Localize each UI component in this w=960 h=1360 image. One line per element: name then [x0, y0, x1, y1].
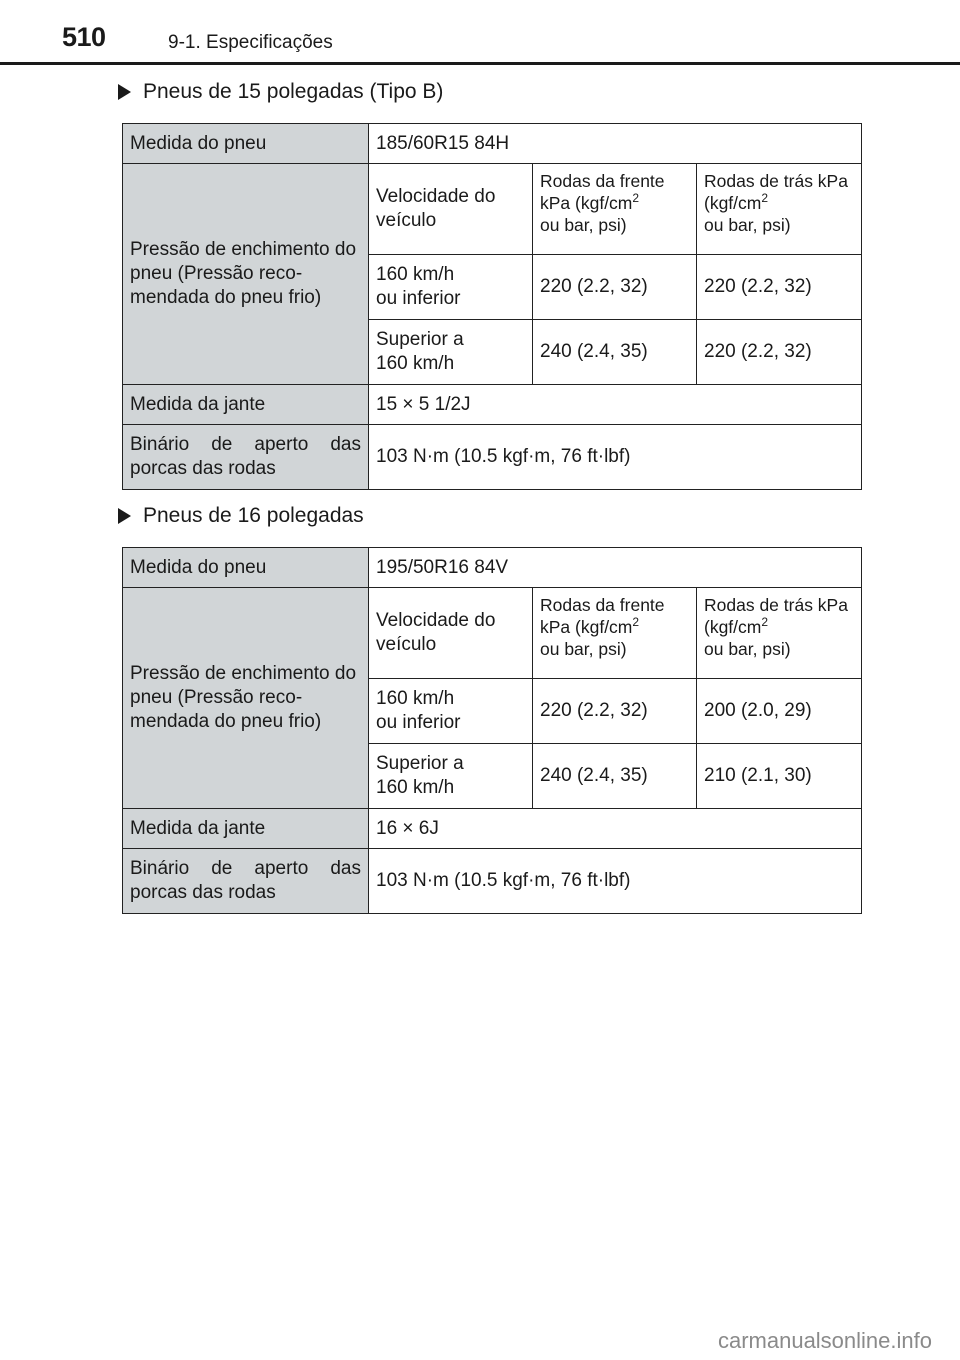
section-heading-text: Pneus de 15 polegadas (Tipo B) [143, 80, 444, 103]
rim-value: 15 × 5 1/2J [369, 385, 862, 425]
torque-value: 103 N·m (10.5 kgf·m, 76 ft·lbf) [369, 425, 862, 490]
rear-pressure: 220 (2.2, 32) [697, 320, 862, 385]
table-row [123, 809, 862, 849]
table-row [123, 588, 862, 679]
section-heading-text: Pneus de 16 polegadas [143, 504, 364, 527]
speed-value: 160 km/h ou inferior [369, 679, 533, 744]
front-pressure: 220 (2.2, 32) [533, 679, 697, 744]
triangle-bullet-icon [118, 84, 131, 100]
section-title: 9-1. Especificações [168, 32, 333, 53]
speed-header: Velocidade do veículo [369, 588, 533, 679]
front-pressure: 220 (2.2, 32) [533, 255, 697, 320]
rim-label: Medida da jante [123, 809, 369, 849]
rear-header: Rodas de trás kPa ($kgf/cm^2$ ou bar, psi) [697, 588, 862, 679]
front-pressure: 240 (2.4, 35) [533, 744, 697, 809]
front-pressure: 240 (2.4, 35) [533, 320, 697, 385]
tire-size-label: Medida do pneu [123, 548, 369, 588]
speed-header: Velocidade do veículo [369, 164, 533, 255]
table-row [123, 425, 862, 490]
triangle-bullet-icon [118, 508, 131, 524]
tire-size-label: Medida do pneu [123, 124, 369, 164]
torque-label: Binário de aperto das porcas das rodas [123, 849, 369, 914]
speed-value: Superior a 160 km/h [369, 744, 533, 809]
section-heading-16 [118, 504, 364, 528]
tire-size-value: 185/60R15 84H [369, 124, 862, 164]
spec-table-15 [122, 123, 862, 490]
table-row [123, 124, 862, 164]
speed-value: 160 km/h ou inferior [369, 255, 533, 320]
rim-value: 16 × 6J [369, 809, 862, 849]
torque-label: Binário de aperto das porcas das rodas [123, 425, 369, 490]
speed-value: Superior a 160 km/h [369, 320, 533, 385]
page-header [0, 0, 960, 66]
tire-size-value: 195/50R16 84V [369, 548, 862, 588]
table-row [123, 164, 862, 255]
section-heading-15 [118, 80, 443, 104]
rear-pressure: 210 (2.1, 30) [697, 744, 862, 809]
rear-header: Rodas de trás kPa ($kgf/cm^2$ ou bar, psi) [697, 164, 862, 255]
spec-table-16 [122, 547, 862, 914]
rim-label: Medida da jante [123, 385, 369, 425]
table-row [123, 849, 862, 914]
torque-value: 103 N·m (10.5 kgf·m, 76 ft·lbf) [369, 849, 862, 914]
page-number: 510 [62, 22, 106, 52]
rear-pressure: 220 (2.2, 32) [697, 255, 862, 320]
watermark: carmanualsonline.info [717, 1328, 932, 1353]
pressure-label: Pressão de enchimento do pneu (Pressão reco-mendada do pneu frio) [123, 588, 369, 809]
table-row [123, 548, 862, 588]
front-header: Rodas da frente kPa ($kgf/cm^2$ ou bar, psi) [533, 164, 697, 255]
header-rule [0, 62, 960, 65]
front-header: Rodas da frente kPa ($kgf/cm^2$ ou bar, psi) [533, 588, 697, 679]
rear-pressure: 200 (2.0, 29) [697, 679, 862, 744]
table-row [123, 385, 862, 425]
pressure-label: Pressão de enchimento do pneu (Pressão reco-mendada do pneu frio) [123, 164, 369, 385]
